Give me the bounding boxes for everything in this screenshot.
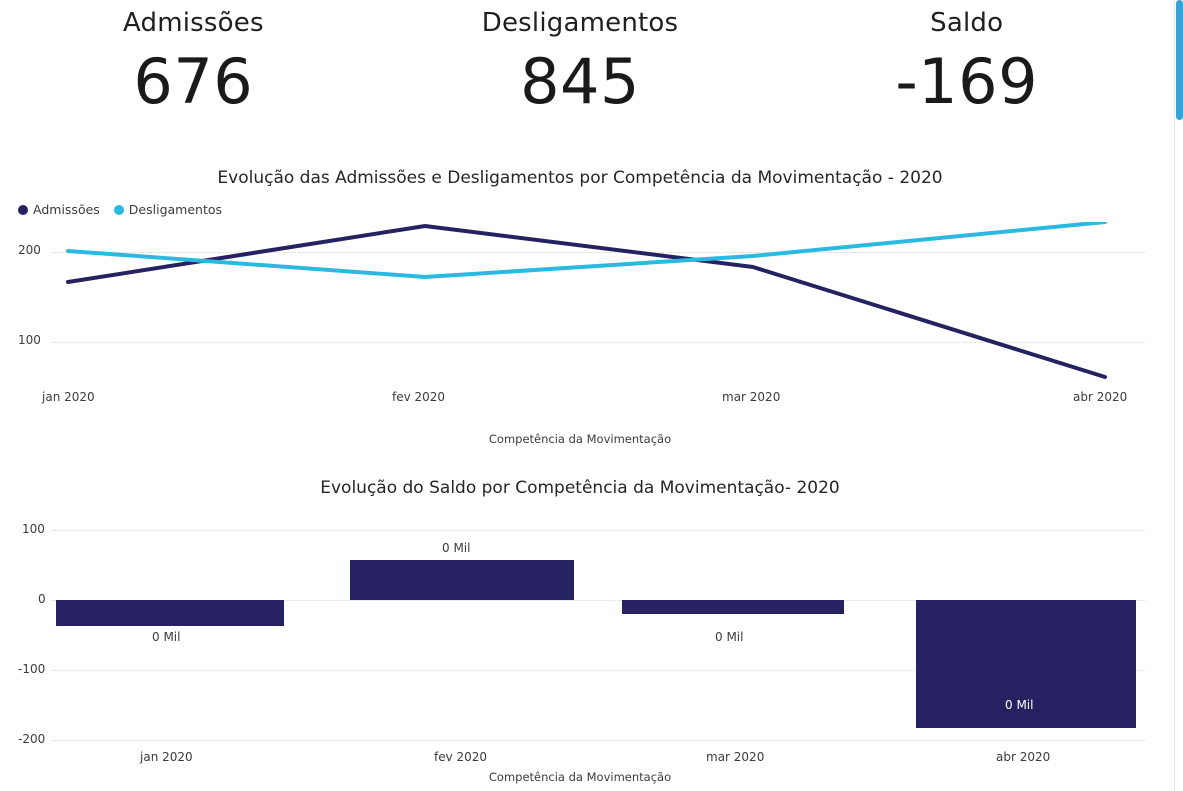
table-row[interactable] [56, 600, 284, 626]
scrollbar-vertical[interactable] [1174, 0, 1183, 791]
bar-xtick-jan: jan 2020 [140, 750, 193, 764]
bar-label-jan: 0 Mil [152, 630, 181, 644]
kpi-desligamentos-title: Desligamentos [481, 8, 679, 38]
kpi-saldo-title: Saldo [930, 8, 1004, 38]
line-chart-xaxis-label: Competência da Movimentação [488, 432, 672, 446]
bar-chart-title: Evolução do Saldo por Competência da Movimentação- 2020 [320, 478, 840, 498]
bar-ytick-neg200: -200 [18, 732, 46, 746]
bar-chart-xaxis-label: Competência da Movimentação [488, 770, 672, 784]
bar-gridline-neg200 [52, 740, 1146, 741]
table-row[interactable] [350, 560, 574, 600]
line-xtick-fev: fev 2020 [392, 390, 446, 404]
legend-dot-admissoes [18, 205, 28, 215]
line-xtick-jan: jan 2020 [42, 390, 95, 404]
bar-xtick-mar: mar 2020 [706, 750, 765, 764]
line-chart-legend [18, 202, 222, 217]
series-line-admissoes [68, 226, 1105, 377]
kpi-desligamentos-value: 845 [520, 45, 640, 118]
bar-label-mar: 0 Mil [715, 630, 744, 644]
kpi-admissoes [0, 8, 387, 158]
kpi-admissoes-value: 676 [133, 45, 254, 118]
bar-chart-plot [0, 508, 1160, 764]
bar-ytick-100: 100 [22, 522, 45, 536]
legend-dot-desligamentos [114, 205, 124, 215]
legend-label-admissoes: Admissões [33, 202, 100, 217]
line-chart-plot [0, 222, 1160, 407]
bar-ytick-neg100: -100 [18, 662, 46, 676]
bar-xtick-fev: fev 2020 [434, 750, 488, 764]
kpi-row [0, 8, 1160, 158]
bar-label-abr: 0 Mil [1005, 698, 1034, 712]
legend-label-desligamentos: Desligamentos [128, 202, 223, 217]
bar-gridline-100 [52, 530, 1146, 531]
line-ytick-200: 200 [18, 243, 41, 257]
kpi-desligamentos [387, 8, 774, 158]
line-xtick-abr: abr 2020 [1073, 390, 1128, 404]
line-chart-title: Evolução das Admissões e Desligamentos por Competência da Movimentação - 2020 [217, 168, 943, 188]
kpi-saldo [773, 8, 1160, 158]
line-xtick-mar: mar 2020 [722, 390, 781, 404]
legend-item-admissoes[interactable] [18, 202, 100, 217]
scrollbar-thumb[interactable] [1176, 0, 1183, 120]
line-chart-svg [0, 222, 1160, 407]
legend-item-desligamentos[interactable] [114, 202, 222, 217]
bar-xtick-abr: abr 2020 [996, 750, 1051, 764]
series-line-desligamentos [68, 222, 1105, 277]
line-chart-admissoes-desligamentos [0, 160, 1160, 445]
bar-chart-saldo [0, 478, 1160, 788]
line-ytick-100: 100 [18, 333, 41, 347]
table-row[interactable] [622, 600, 844, 614]
bar-ytick-0: 0 [38, 592, 46, 606]
kpi-admissoes-title: Admissões [122, 8, 264, 38]
bar-label-fev: 0 Mil [442, 541, 471, 555]
kpi-saldo-value: -169 [895, 45, 1039, 118]
